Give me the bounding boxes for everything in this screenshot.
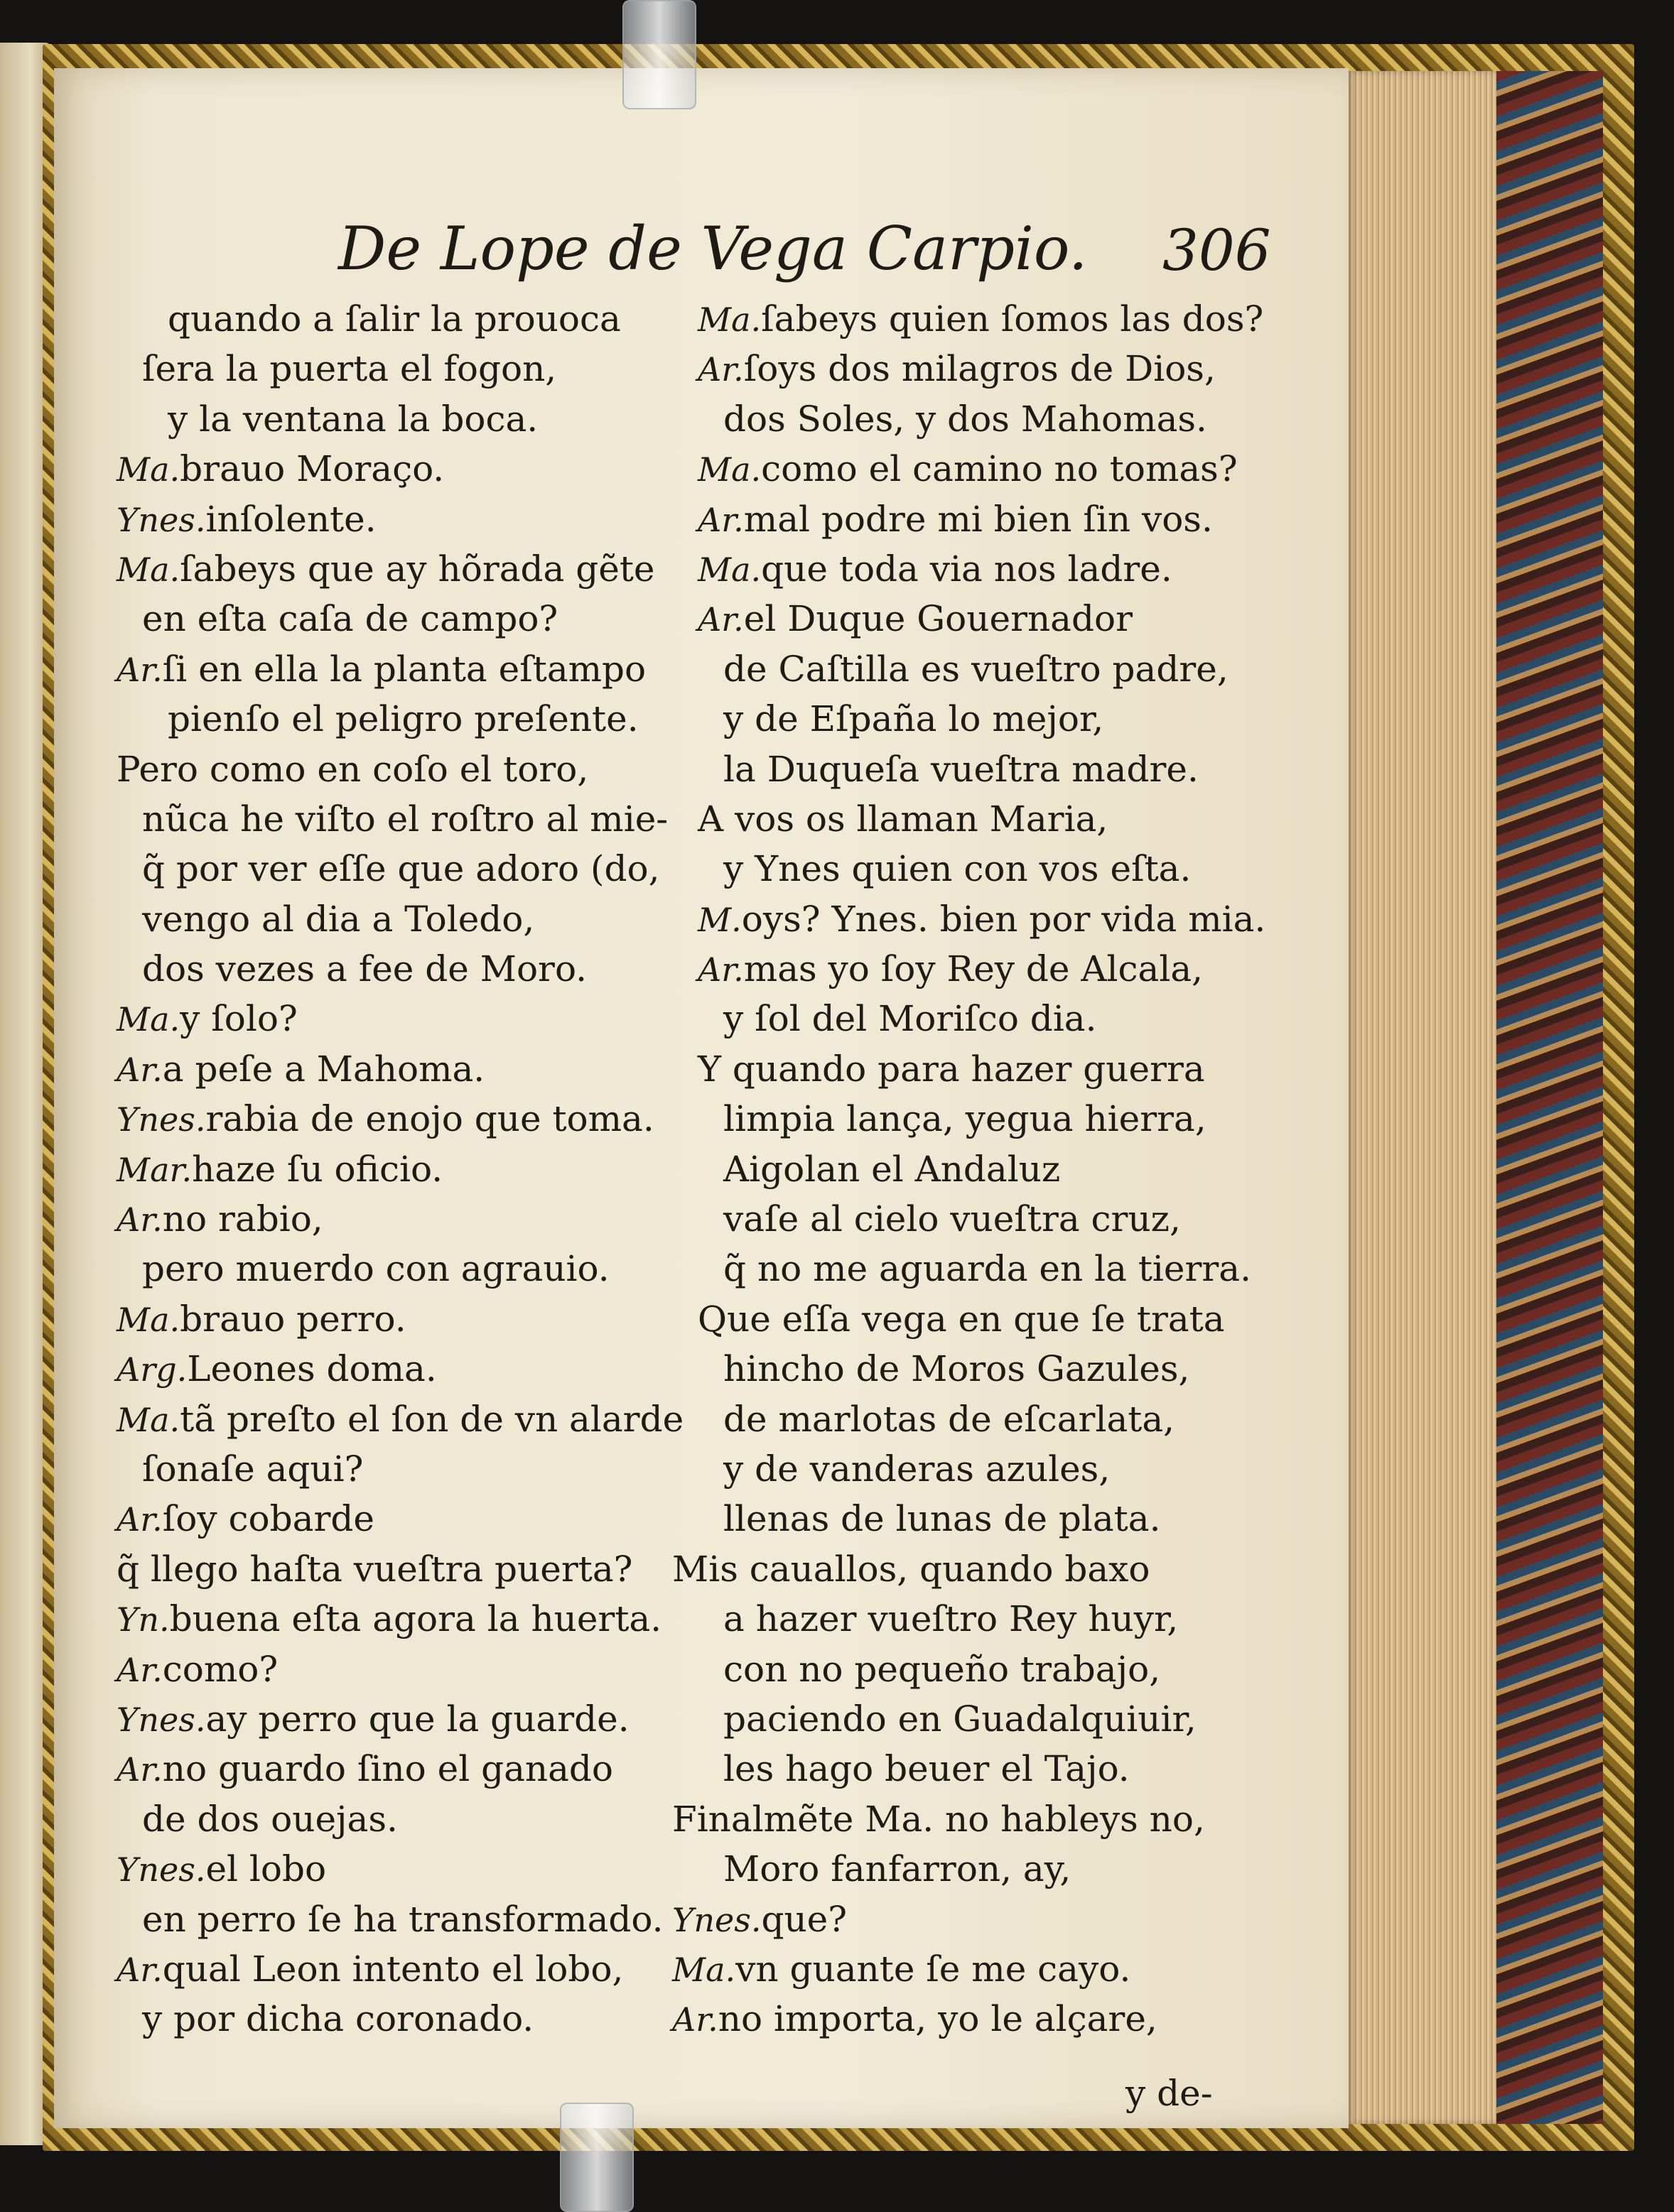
- speaker-abbreviation: Ynes.: [117, 1850, 206, 1890]
- page-holder-clip-bottom: [560, 2103, 634, 2212]
- verse-text: q̃ por ver eſſe que adoro (do,: [142, 848, 660, 890]
- verse-line: [117, 294, 678, 344]
- verse-line: [672, 444, 1390, 494]
- verse-line: [117, 1944, 678, 1994]
- verse-line: [117, 1394, 684, 1444]
- speaker-abbreviation: Ynes.: [117, 1700, 206, 1739]
- verse-text: quando a ſalir la prouoca: [168, 298, 621, 340]
- verse-line: [117, 444, 678, 494]
- verse-text: les hago beuer el Tajo.: [723, 1748, 1130, 1790]
- speaker-abbreviation: Ma.: [117, 1300, 180, 1339]
- speaker-abbreviation: Mar.: [117, 1150, 193, 1189]
- verse-line: [117, 1244, 678, 1294]
- verse-line: [117, 1794, 678, 1844]
- verse-text: la Duqueſa vueſtra madre.: [723, 748, 1199, 790]
- verse-text: inſolente.: [205, 498, 377, 540]
- verse-line: [672, 1494, 1390, 1544]
- verse-line: [672, 744, 1390, 794]
- verse-text: q̃ llego haſta vueſtra puerta?: [117, 1548, 633, 1590]
- verse-text: que toda via nos ladre.: [761, 548, 1172, 590]
- verse-line: [117, 1844, 678, 1894]
- verse-text: el Duque Gouernador: [743, 598, 1133, 640]
- verse-text: no importa, yo le alçare,: [718, 1998, 1157, 2040]
- verse-line: [117, 1594, 678, 1644]
- verse-text: Pero como en coſo el toro,: [117, 748, 589, 790]
- verse-line: [117, 1894, 678, 1944]
- page-holder-clip-top: [622, 0, 696, 109]
- speaker-abbreviation: Ma.: [698, 300, 762, 339]
- verse-line: [672, 1394, 1390, 1444]
- speaker-abbreviation: Ynes.: [117, 1100, 206, 1139]
- verse-line: [672, 894, 1390, 944]
- speaker-abbreviation: Ma.: [698, 450, 762, 489]
- verse-line: [672, 394, 1390, 444]
- verse-text: no guardo ſino el ganado: [162, 1748, 614, 1790]
- speaker-abbreviation: Ynes.: [672, 1900, 762, 1939]
- verse-line: [117, 794, 678, 844]
- verse-line: [672, 594, 1390, 644]
- verse-line: [672, 1694, 1390, 1744]
- speaker-abbreviation: Yn.: [117, 1600, 170, 1639]
- verse-line: [117, 394, 678, 444]
- verse-text: de Caſtilla es vueſtro padre,: [723, 648, 1228, 690]
- speaker-abbreviation: Ar.: [698, 350, 744, 389]
- verse-line: [117, 994, 678, 1043]
- verse-line: [117, 1144, 678, 1194]
- speaker-abbreviation: Ma.: [117, 1400, 180, 1439]
- verse-text: A vos os llaman Maria,: [698, 798, 1108, 840]
- verse-line: [672, 1994, 1390, 2044]
- verse-text: pienſo el peligro preſente.: [168, 698, 639, 740]
- verse-text: el lobo: [205, 1848, 327, 1890]
- verse-line: [672, 1194, 1390, 1244]
- verse-text: no rabio,: [162, 1198, 323, 1240]
- verse-text: de dos ouejas.: [142, 1798, 398, 1840]
- verse-text: ſoys dos milagros de Dios,: [743, 348, 1216, 390]
- verse-text: a peſe a Mahoma.: [162, 1048, 485, 1090]
- verse-line: [117, 744, 678, 794]
- verse-text: vaſe al cielo vueſtra cruz,: [723, 1198, 1181, 1240]
- verse-text: como?: [162, 1648, 279, 1690]
- verse-line: [117, 1744, 678, 1794]
- verse-line: [117, 1044, 678, 1094]
- speaker-abbreviation: Ma.: [117, 550, 180, 589]
- verse-line: [672, 1094, 1390, 1144]
- verse-text: vn guante ſe me cayo.: [735, 1948, 1131, 1990]
- verse-text: ay perro que la guarde.: [205, 1698, 630, 1740]
- verse-line: [672, 994, 1390, 1043]
- verse-line: [672, 1244, 1390, 1294]
- verse-text: rabia de enojo que toma.: [205, 1098, 654, 1140]
- speaker-abbreviation: Arg.: [117, 1350, 188, 1389]
- right-text-column: [672, 294, 1390, 2044]
- speaker-abbreviation: Ynes.: [117, 500, 206, 539]
- verse-text: ſera la puerta el fogon,: [142, 348, 557, 390]
- verse-text: brauo Moraço.: [180, 448, 445, 490]
- verse-text: Leones doma.: [187, 1348, 437, 1390]
- verse-line: [672, 944, 1390, 994]
- verse-text: a hazer vueſtro Rey huyr,: [723, 1598, 1179, 1640]
- verse-line: [672, 794, 1390, 844]
- verse-line: [117, 1494, 678, 1544]
- speaker-abbreviation: Ma.: [672, 1950, 736, 1989]
- verse-text: limpia lança, yegua hierra,: [723, 1098, 1206, 1140]
- verse-line: [672, 1344, 1390, 1394]
- verse-line: [672, 694, 1390, 744]
- speaker-abbreviation: M.: [698, 900, 742, 939]
- verse-line: [672, 1144, 1390, 1194]
- speaker-abbreviation: Ma.: [698, 550, 762, 589]
- page-number: 306: [1162, 217, 1271, 283]
- verse-line: [672, 344, 1390, 394]
- verse-line: [117, 1344, 678, 1394]
- speaker-abbreviation: Ar.: [117, 1200, 163, 1240]
- verse-text: Aigolan el Andaluz: [723, 1148, 1061, 1190]
- verse-text: que?: [761, 1898, 848, 1940]
- verse-text: dos vezes a fee de Moro.: [142, 948, 588, 990]
- verse-text: buena eſta agora la huerta.: [169, 1598, 662, 1640]
- running-title: De Lope de Vega Carpio.: [338, 214, 1088, 283]
- marbled-endpaper: [1496, 71, 1603, 2124]
- verse-line: [672, 494, 1390, 544]
- verse-line: [117, 1194, 678, 1244]
- verse-line: [672, 544, 1390, 594]
- verse-line: [672, 294, 1390, 344]
- verse-text: haze ſu oficio.: [192, 1148, 443, 1190]
- speaker-abbreviation: Ar.: [117, 1050, 163, 1089]
- verse-line: [672, 1644, 1390, 1694]
- verse-text: nũca he viſto el roſtro al mie-: [142, 798, 669, 840]
- speaker-abbreviation: Ar.: [698, 950, 744, 990]
- verse-text: y Ynes quien con vos eſta.: [723, 848, 1192, 890]
- catchword: y de-: [1125, 2073, 1213, 2114]
- verse-text: y de vanderas azules,: [723, 1448, 1111, 1490]
- speaker-abbreviation: Ar.: [698, 500, 744, 539]
- verse-line: [117, 344, 678, 394]
- verse-line: [117, 694, 678, 744]
- book-page: [54, 68, 1349, 2128]
- verse-text: pero muerdo con agrauio.: [142, 1248, 610, 1290]
- verse-text: qual Leon intento el lobo,: [162, 1948, 624, 1990]
- verse-text: ſonaſe aqui?: [142, 1448, 364, 1490]
- verse-text: y de Eſpaña lo mejor,: [723, 698, 1104, 740]
- verse-line: [117, 1444, 678, 1494]
- verse-line: [117, 894, 678, 944]
- verse-text: hincho de Moros Gazules,: [723, 1348, 1190, 1390]
- verse-text: Moro fanfarron, ay,: [723, 1848, 1071, 1890]
- verse-text: mas yo ſoy Rey de Alcala,: [743, 948, 1204, 990]
- speaker-abbreviation: Ar.: [117, 1500, 163, 1539]
- verse-text: en eſta caſa de campo?: [142, 598, 558, 640]
- verse-line: [117, 1544, 678, 1594]
- verse-line: [117, 1694, 678, 1744]
- verse-text: tã preſto el ſon de vn alarde: [180, 1398, 684, 1440]
- verse-text: ſoy cobarde: [162, 1498, 374, 1540]
- verse-line: [117, 1644, 678, 1694]
- verse-text: Mis cauallos, quando baxo: [672, 1548, 1150, 1590]
- verse-line: [117, 594, 678, 644]
- verse-text: llenas de lunas de plata.: [723, 1498, 1161, 1540]
- verse-text: ſabeys que ay hõrada gẽte: [180, 548, 655, 590]
- verse-text: Finalmẽte Ma. no hableys no,: [672, 1798, 1205, 1840]
- verse-line: [672, 1544, 1390, 1594]
- verse-text: y la ventana la boca.: [168, 398, 539, 440]
- verse-text: paciendo en Guadalquiuir,: [723, 1698, 1197, 1740]
- verse-text: como el camino no tomas?: [761, 448, 1238, 490]
- verse-text: ſabeys quien ſomos las dos?: [761, 298, 1264, 340]
- verse-text: dos Soles, y dos Mahomas.: [723, 398, 1207, 440]
- speaker-abbreviation: Ar.: [672, 2000, 718, 2039]
- verse-line: [117, 644, 678, 694]
- verse-line: [117, 944, 678, 994]
- verse-line: [672, 644, 1390, 694]
- left-text-column: [117, 294, 684, 2044]
- verse-line: [117, 544, 678, 594]
- verse-line: [672, 1944, 1390, 1994]
- verse-line: [672, 1044, 1390, 1094]
- speaker-abbreviation: Ar.: [117, 1950, 163, 1989]
- verse-text: Que eſſa vega en que ſe trata: [698, 1298, 1225, 1340]
- verse-line: [672, 844, 1390, 894]
- verse-line: [672, 1294, 1390, 1344]
- verse-line: [117, 1994, 678, 2044]
- verse-text: Y quando para hazer guerra: [698, 1048, 1205, 1090]
- verse-line: [672, 1794, 1390, 1844]
- verse-line: [117, 1094, 678, 1144]
- verse-text: vengo al dia a Toledo,: [142, 898, 535, 940]
- verse-line: [672, 1844, 1390, 1894]
- verse-text: oys? Ynes. bien por vida mia.: [741, 898, 1266, 940]
- verse-line: [672, 1444, 1390, 1494]
- verse-line: [117, 1294, 678, 1344]
- verse-text: y por dicha coronado.: [142, 1998, 534, 2040]
- speaker-abbreviation: Ar.: [117, 1650, 163, 1689]
- verse-line: [117, 844, 678, 894]
- verse-text: q̃ no me aguarda en la tierra.: [723, 1248, 1251, 1290]
- verse-line: [672, 1744, 1390, 1794]
- verse-text: ſi en ella la planta eſtampo: [162, 648, 647, 690]
- speaker-abbreviation: Ma.: [117, 450, 180, 489]
- speaker-abbreviation: Ma.: [117, 1000, 180, 1039]
- verse-line: [672, 1594, 1390, 1644]
- verse-text: de marlotas de eſcarlata,: [723, 1398, 1175, 1440]
- verse-text: brauo perro.: [180, 1298, 406, 1340]
- verse-text: con no pequeño trabajo,: [723, 1648, 1161, 1690]
- speaker-abbreviation: Ar.: [117, 650, 163, 689]
- verse-line: [672, 1894, 1390, 1944]
- verse-text: y ſol del Moriſco dia.: [723, 998, 1097, 1040]
- verse-text: mal podre mi bien ſin vos.: [743, 498, 1213, 540]
- verse-line: [117, 494, 678, 544]
- verse-text: y ſolo?: [180, 998, 298, 1040]
- speaker-abbreviation: Ar.: [698, 600, 744, 639]
- speaker-abbreviation: Ar.: [117, 1750, 163, 1789]
- verse-text: en perro ſe ha transformado.: [142, 1898, 664, 1940]
